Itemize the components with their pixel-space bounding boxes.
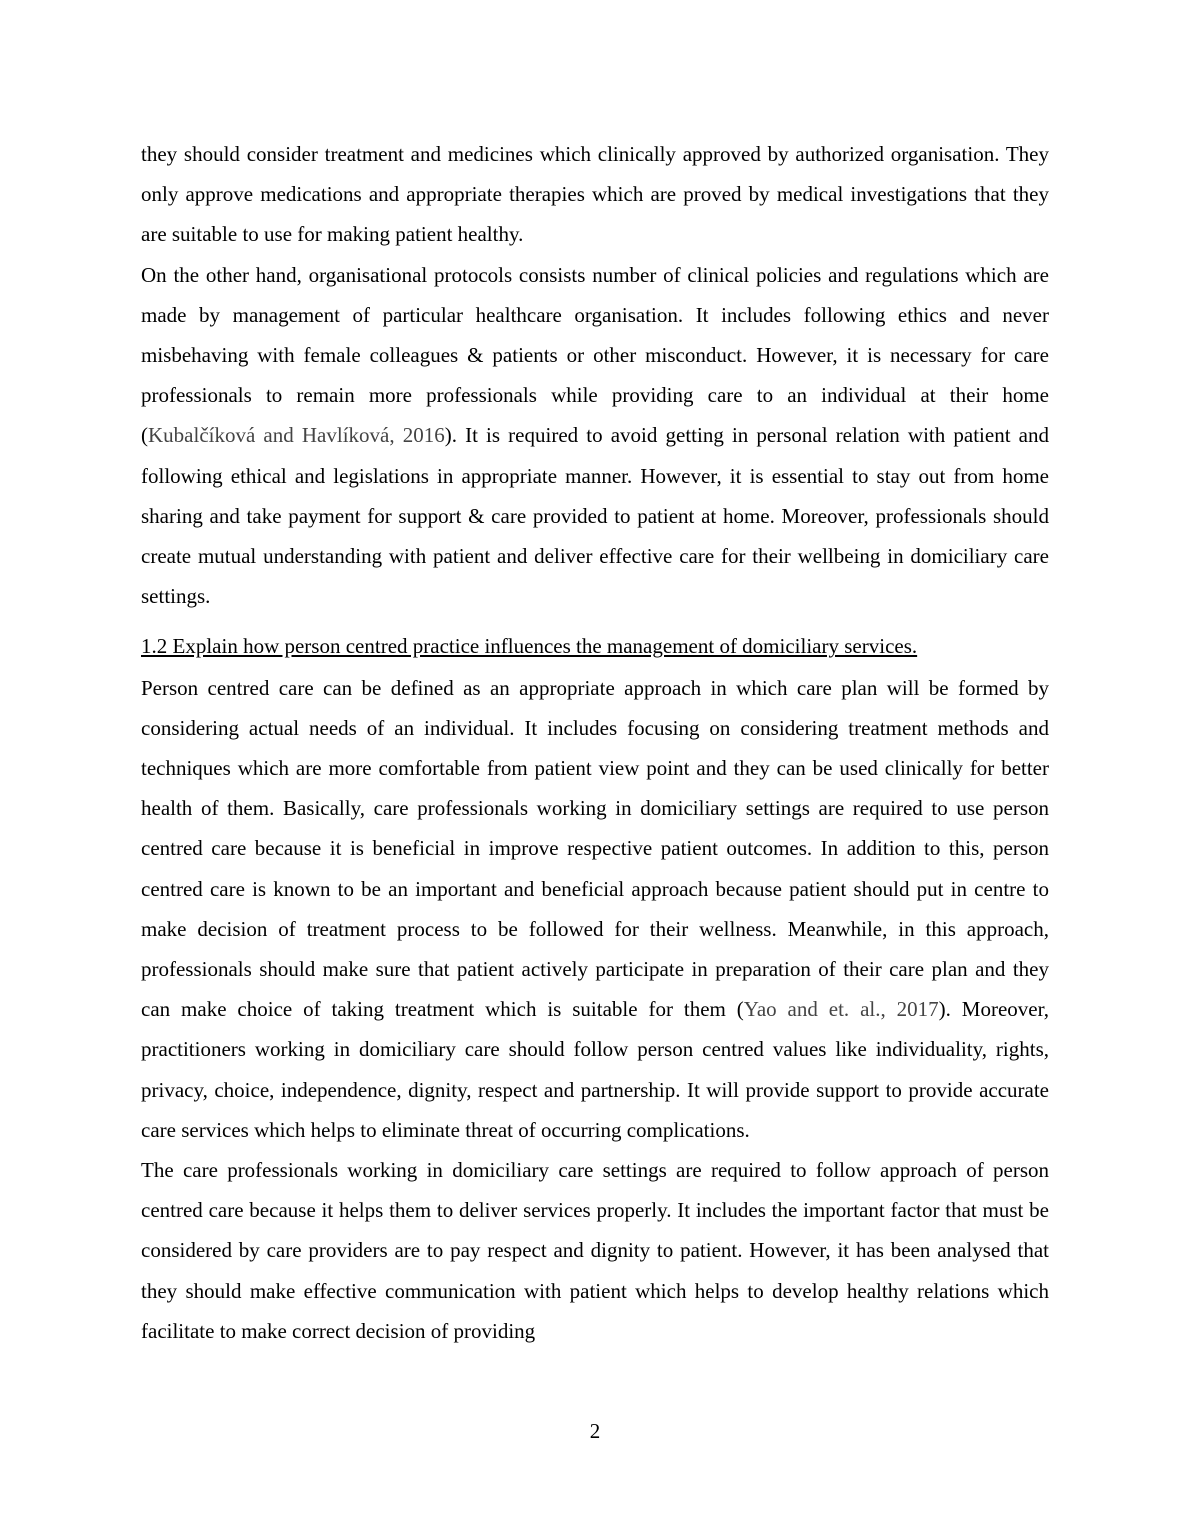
paragraph-care-professionals: The care professionals working in domiciliary care settings are required to follow approach of person centred care because it helps them to deliver services properly. It includes the important factor that must be considered by care providers are to pay respect and dignity to patient. However, it has been analysed that they should make effective communication with patient which helps to develop healthy relations which facilitate to make correct decision of providing (141, 1158, 1049, 1343)
citation: Kubalčíková and Havlíková, 2016 (148, 423, 445, 448)
body-text (141, 134, 1049, 1351)
page-number: 2 (589, 1419, 601, 1443)
paragraph-text: ). Moreover, practitioners working in domiciliary care should follow person centred values like individuality, rights, privacy, choice, independence, dignity, respect and partnership. It will provide support to provide accurate care services which helps to eliminate threat of occurring complications. (141, 997, 1050, 1142)
paragraph-person-centred-care (141, 668, 1049, 1150)
paragraph-continuation: they should consider treatment and medicines which clinically approved by authorized organisation. They only approve medications and appropriate therapies which are proved by medical investigations that they are suitable to use for making patient healthy. (141, 142, 1049, 247)
section-heading: 1.2 Explain how person centred practice influences the management of domiciliary services. (141, 634, 918, 659)
paragraph-text: On the other hand, organisational protocols consists number of clinical policies and regulations which are made by management of particular healthcare organisation. It includes following ethics and never misbehaving with female colleagues & patients or other misconduct. However, it is necessary for care professionals to remain more professionals while providing care to an individual at their home ( (141, 262, 1049, 448)
paragraph-text: ). It is required to avoid getting in personal relation with patient and following ethical and legislations in appropriate manner. However, it is essential to stay out from home sharing and take payment for support & care provided to patient at home. Moreover, professionals should create mutual understanding with patient and deliver effective care for their wellbeing in domiciliary care settings. (141, 423, 1049, 609)
paragraph-text: Person centred care can be defined as an appropriate approach in which care plan will be formed by considering actual needs of an individual. It includes focusing on considering treatment methods and techniques which are more comfortable from patient view point and they can be used clinically for better health of them. Basically, care professionals working in domiciliary settings are required to use person centred care because it is beneficial in improve respective patient outcomes. In addition to this, person centred care is known to be an important and beneficial approach because patient should put in centre to make decision of treatment process to be followed for their wellness. Meanwhile, in this approach, professionals should make sure that patient actively participate in preparation of their care plan and they can make choice of taking treatment which is suitable for them ( (141, 675, 1049, 1022)
paragraph-organisational-protocols (141, 255, 1049, 617)
citation: Yao and et. al., 2017 (743, 997, 939, 1022)
